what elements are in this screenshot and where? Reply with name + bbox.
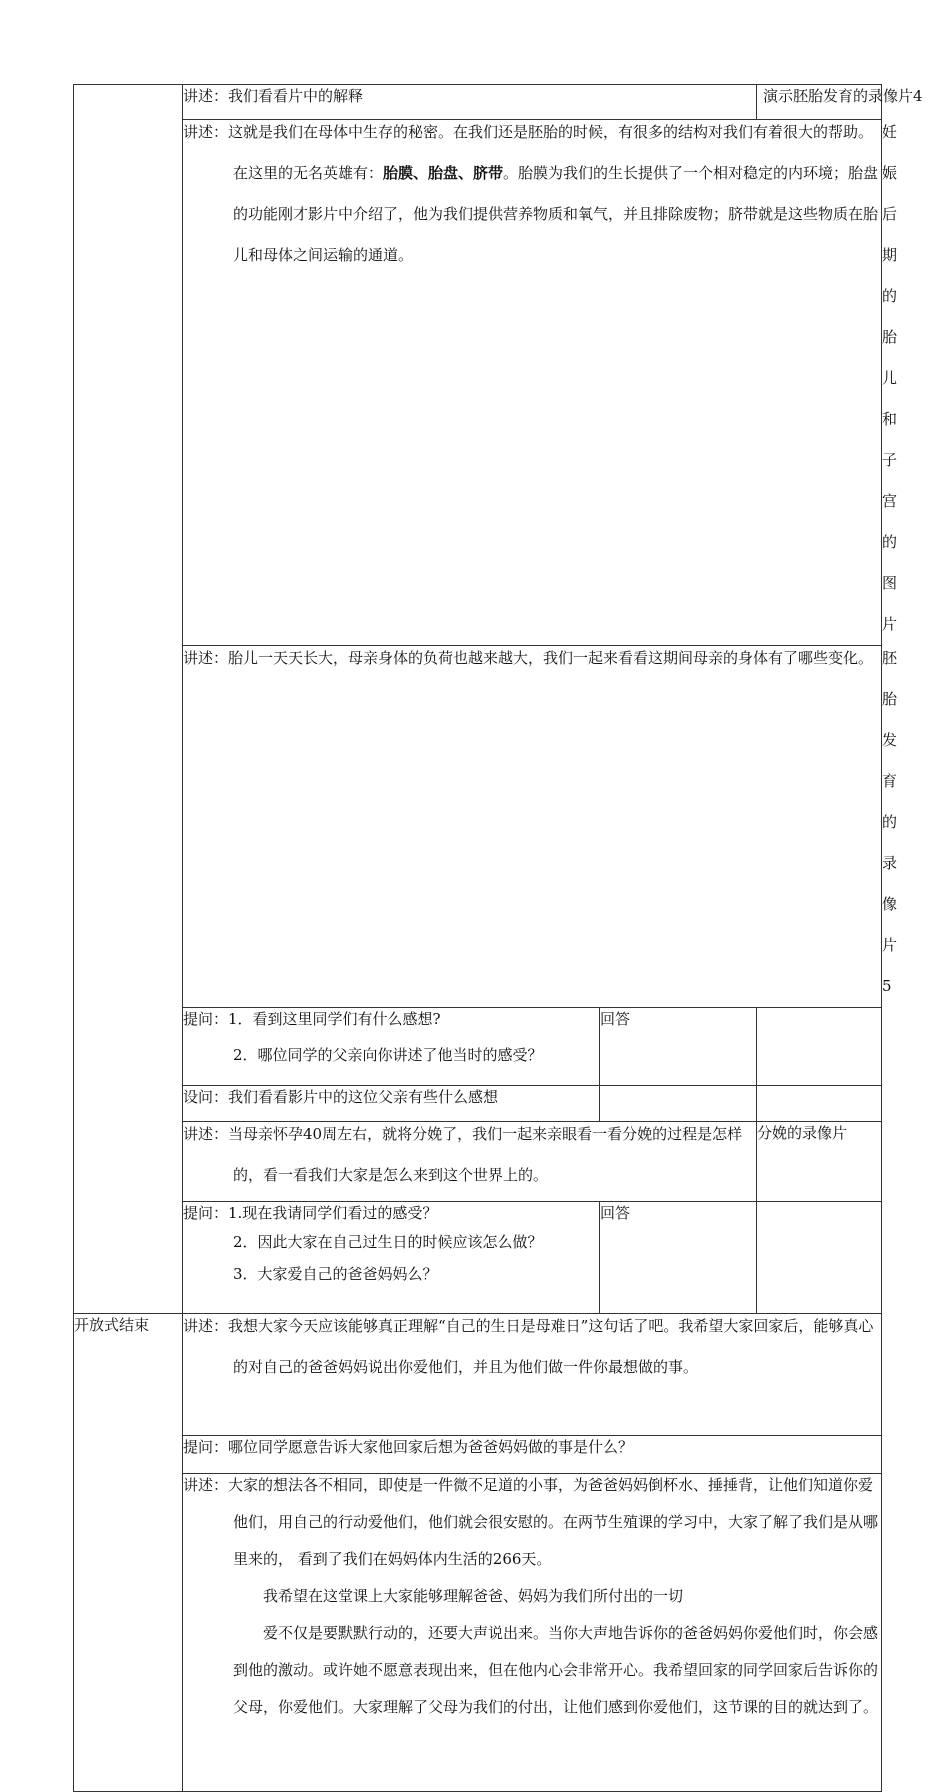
table-row	[74, 1122, 882, 1202]
narration-text: 讲述：我想大家今天应该能够真正理解“自己的生日是母难日”这句话了吧。我希望大家回家后，能够真心的对自己的爸爸妈妈说出你爱他们，并且为他们做一件你最想做的事。	[183, 1317, 874, 1376]
content-cell	[183, 1122, 757, 1202]
empty-cell	[757, 1008, 882, 1086]
content-cell	[183, 120, 882, 646]
content-cell	[183, 1202, 600, 1314]
narration-text-a: 这就是我们在母体中生存的秘密。在我们还是胚胎的时候，有很多的结构对我们有着很大的帮助。在这里的无名英雄有：	[228, 123, 874, 182]
answer-text: 回答	[600, 1204, 631, 1222]
resource-text: 分娩的录像片	[757, 1124, 848, 1142]
table-row	[74, 1202, 882, 1314]
table-row: 讲述：这就是我们在母体中生存的秘密。在我们还是胚胎的时候，有很多的结构对我们有着很大的帮助。在这里的无名英雄有：胎膜、胎盘、脐带。胎膜为我们的生长提供了一个相对稳定的内环境；胎盘的功能刚才影片中介绍了，他为我们提供营养物质和氧气，并且排除废物；脐带就是这些物质在胎儿和母体之间运输的通道。 妊娠后期的胎儿和子宫的图片	[74, 120, 882, 646]
empty-cell	[757, 1202, 882, 1314]
narration-paragraph-2: 我希望在这堂课上大家能够理解爸爸、妈妈为我们所付出的一切	[263, 1587, 684, 1605]
table-row	[74, 1008, 882, 1086]
narration-text: 讲述：胎儿一天天长大，母亲身体的负荷也越来越大，我们一起来看看这期间母亲的身体有了哪些变化。	[183, 649, 874, 667]
answer-cell	[600, 1008, 757, 1086]
table-row	[74, 1314, 882, 1436]
narration-bold-terms: 胎膜、胎盘、脐带	[383, 164, 504, 182]
stage-label: 开放式结束	[74, 1316, 150, 1334]
table-row	[74, 1474, 882, 1792]
answer-cell	[600, 1202, 757, 1314]
narration-text: 讲述：我们看看片中的解释	[183, 87, 364, 105]
lesson-plan-table	[73, 84, 923, 1792]
stage-cell	[74, 1314, 183, 1792]
narration-text	[183, 112, 881, 276]
content-cell	[183, 1474, 882, 1792]
content-cell	[183, 1314, 882, 1436]
question-1: 提问：1.现在我请同学们看过的感受？	[183, 1204, 438, 1222]
question-2: 2．因此大家在自己过生日的时候应该怎么做？	[233, 1233, 543, 1251]
narration-paragraph-1: 讲述：大家的想法各不相同，即使是一件微不足道的小事，为爸爸妈妈倒杯水、捶捶背，让他们知道你爱他们，用自己的行动爱他们，他们就会很安慰的。在两节生殖课的学习中，大家了解了我们是从哪里来的， 看到了我们在妈妈体内生活的266天。	[183, 1476, 879, 1568]
question-text: 设问：我们看看影片中的这位父亲有些什么感想	[183, 1088, 499, 1106]
empty-cell	[757, 1086, 882, 1122]
narration-label: 讲述：	[183, 123, 229, 141]
question-2: 2．哪位同学的父亲向你讲述了他当时的感受？	[233, 1046, 543, 1064]
stage-cell-empty	[74, 85, 183, 1314]
question-1: 提问：1．看到这里同学们有什么感想?	[183, 1010, 441, 1028]
narration-paragraph-3: 爱不仅是要默默行动的，还要大声说出来。当你大声地告诉你的爸爸妈妈你爱他们时，你会感到他的激动。或许她不愿意表现出来，但在他内心会非常开心。我希望回家的同学回家后告诉你的父母，你爱他们。大家理解了父母为我们的付出，让他们感到你爱他们，这节课的目的就达到了。	[233, 1624, 879, 1716]
content-cell	[183, 1008, 600, 1086]
resource-text: 演示胚胎发育的录像片4	[763, 87, 923, 105]
resource-cell	[757, 1122, 882, 1202]
content-cell	[183, 646, 882, 1008]
question-text: 提问：哪位同学愿意告诉大家他回家后想为爸爸妈妈做的事是什么？	[183, 1438, 634, 1456]
question-3: 3．大家爱自己的爸爸妈妈么？	[233, 1265, 438, 1283]
table-row: 讲述：胎儿一天天长大，母亲身体的负荷也越来越大，我们一起来看看这期间母亲的身体有了哪些变化。 胚胎发育的录像片5	[74, 646, 882, 1008]
narration-text-b: 。胎膜为我们的生长提供了一个相对稳定的内环境；胎盘的功能刚才影片中介绍了，他为我们提供营养物质和氧气，并且排除废物；脐带就是这些物质在胎儿和母体之间运输的通道。	[233, 164, 879, 264]
narration-text: 讲述：当母亲怀孕40周左右，就将分娩了，我们一起来亲眼看一看分娩的过程是怎样的，看一看我们大家是怎么来到这个世界上的。	[183, 1125, 743, 1184]
answer-text: 回答	[600, 1010, 631, 1028]
